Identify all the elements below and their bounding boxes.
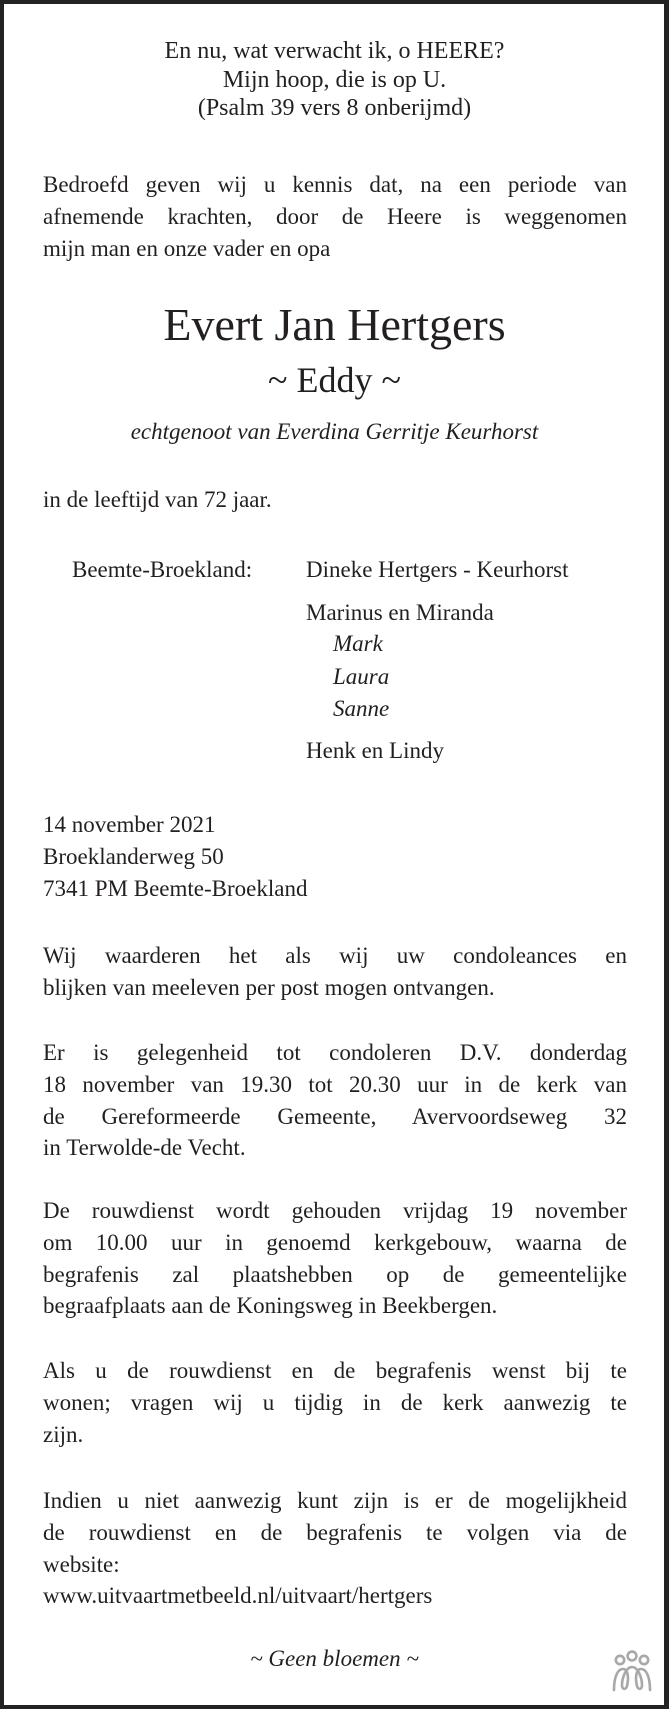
website-link[interactable]: www.uitvaartmetbeeld.nl/uitvaart/hertgers [43, 1583, 433, 1609]
text-line: Er is gelegenheid tot condoleren D.V. donderdag [43, 1040, 627, 1065]
postal-city: 7341 PM Beemte-Broekland [43, 875, 308, 901]
condolence-visit-paragraph [43, 1037, 627, 1164]
address-block [43, 809, 627, 904]
grandchild: Sanne [333, 696, 390, 721]
text-line: afnemende krachten, door de Heere is weggenomen [43, 203, 627, 229]
online-paragraph [43, 1485, 627, 1612]
family-member: Marinus en Miranda [306, 600, 494, 625]
text-line: Wij waarderen het als wij uw condoleances en [43, 943, 627, 968]
announcement-paragraph [43, 169, 627, 264]
age-line: in de leeftijd van 72 jaar. [43, 487, 272, 512]
text-line: de Gereformeerde Gemeente, Avervoordseweg 32 [43, 1103, 627, 1129]
condolences-post-paragraph [43, 940, 627, 1004]
grandchild: Mark [333, 631, 383, 656]
text-line: begraafplaats aan de Koningsweg in Beekbergen. [43, 1293, 498, 1319]
text-line: website: [43, 1551, 120, 1577]
verse-line: Mijn hoop, die is op U. [222, 67, 447, 93]
street: Broeklanderweg 50 [43, 843, 224, 869]
text-line: mijn man en onze vader en opa [43, 235, 331, 261]
text-line: Als u de rouwdienst en de begrafenis wenst bij te [43, 1358, 627, 1383]
text-line: in Terwolde-de Vecht. [43, 1135, 246, 1161]
deceased-nickname: ~ Eddy ~ [268, 360, 401, 400]
text-line: begrafenis zal plaatshebben op de gemeentelijke [43, 1261, 627, 1287]
grandchild: Laura [333, 664, 390, 689]
date: 14 november 2021 [43, 812, 216, 837]
text-line: blijken van meeleven per post mogen ontvangen. [43, 974, 495, 1000]
text-line: 18 november van 19.30 tot 20.30 uur in de kerk van [43, 1071, 627, 1097]
text-line: de rouwdienst en de begrafenis te volgen via de [43, 1519, 627, 1545]
text-line: De rouwdienst wordt gehouden vrijdag 19 november [43, 1198, 627, 1223]
text-line: zijn. [43, 1421, 84, 1447]
family-people-icon [612, 1650, 652, 1692]
closing-no-flowers: ~ Geen bloemen ~ [250, 1646, 419, 1671]
verse-reference: (Psalm 39 vers 8 onberijmd) [197, 95, 472, 121]
family-member: Henk en Lindy [306, 738, 444, 763]
deceased-name: Evert Jan Hertgers [163, 299, 506, 350]
attendance-paragraph [43, 1355, 627, 1450]
verse-line: En nu, wat verwacht ik, o HEERE? [164, 38, 505, 64]
family-location: Beemte-Broekland: [72, 557, 253, 582]
text-line: Bedroefd geven wij u kennis dat, na een periode van [43, 172, 627, 197]
family-member: Dineke Hertgers - Keurhorst [306, 557, 569, 582]
text-line: om 10.00 uur in genoemd kerkgebouw, waarna de [43, 1229, 627, 1255]
service-paragraph [43, 1195, 627, 1322]
spouse-line: echtgenoot van Everdina Gerritje Keurhorst [130, 419, 539, 444]
text-line: wonen; vragen wij u tijdig in de kerk aanwezig te [43, 1389, 627, 1415]
text-line: Indien u niet aanwezig kunt zijn is er de mogelijkheid [43, 1488, 627, 1513]
